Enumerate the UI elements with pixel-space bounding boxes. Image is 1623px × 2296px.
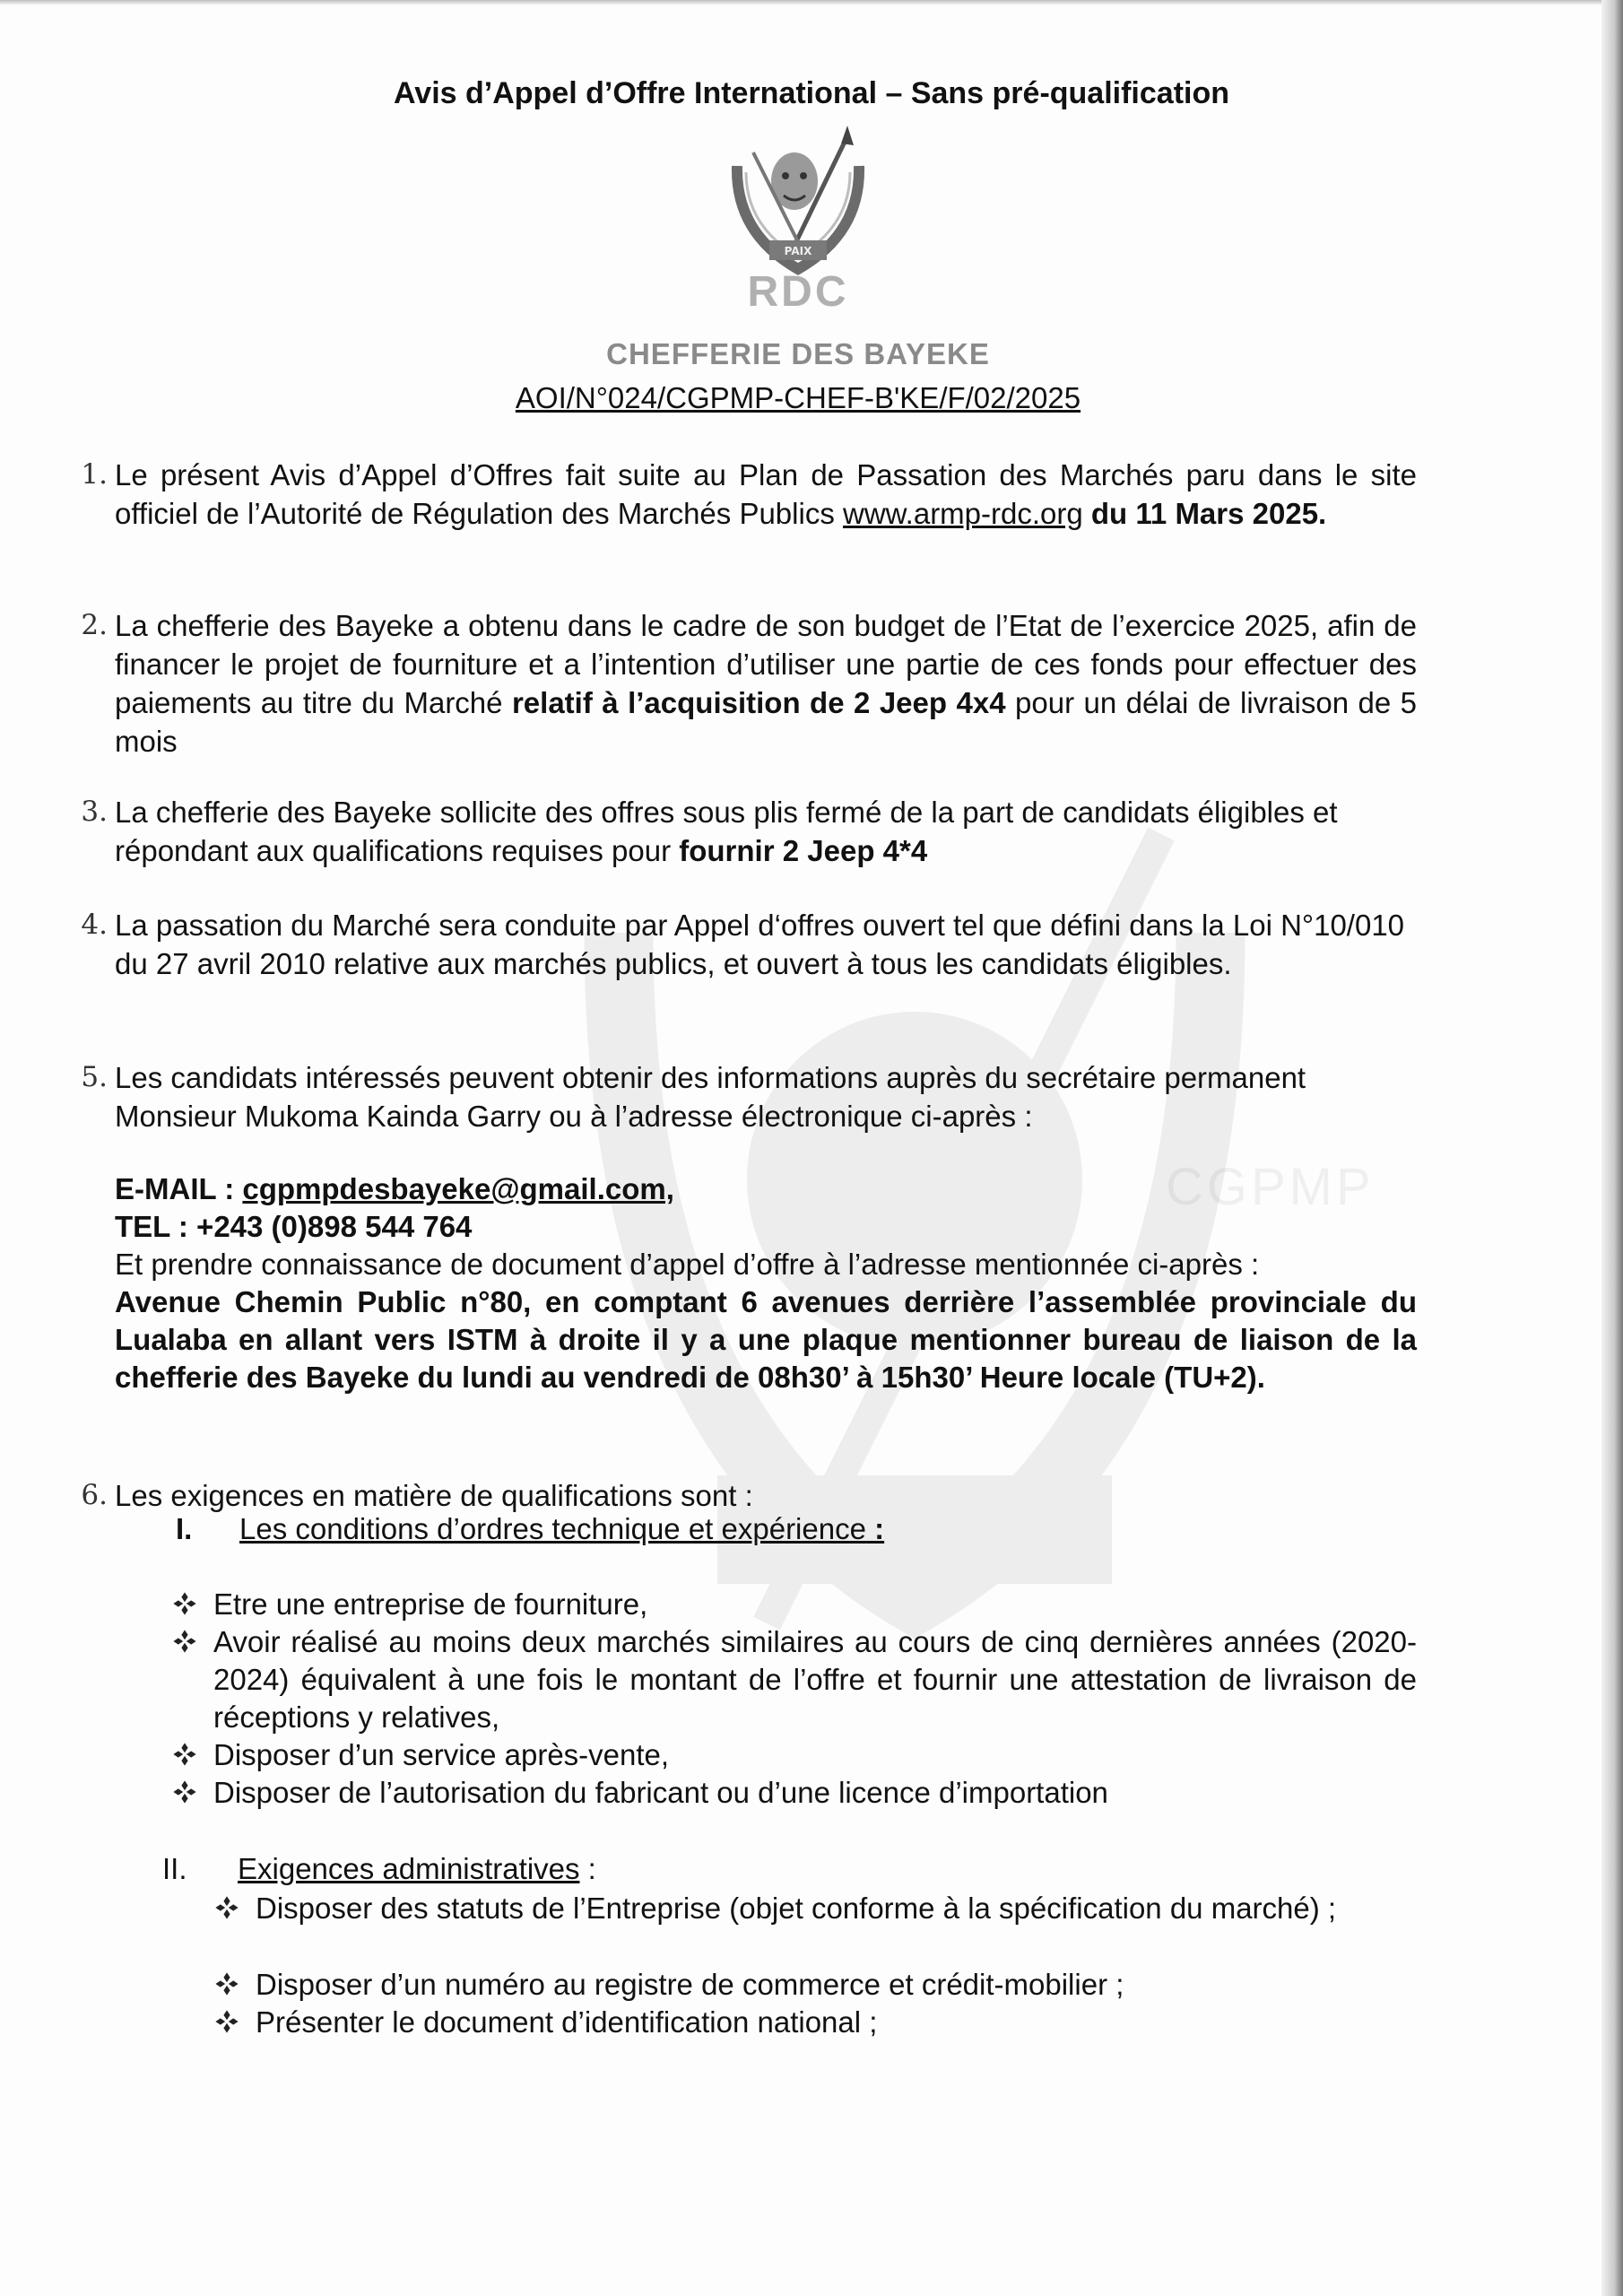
coat-of-arms-icon [717, 126, 879, 283]
authority-label: CHEFFERIE DES BAYEKE [606, 337, 990, 370]
item-text-end: pour un délai de livraison de 5 mois [115, 686, 1418, 758]
list-item [81, 906, 1417, 983]
list-item [81, 1476, 1417, 1515]
item-number: 4. [81, 909, 108, 941]
item-number: 1. [81, 458, 108, 491]
watermark-text: CGPMP [1166, 1158, 1375, 1216]
section-heading [238, 1852, 596, 1886]
item-date: du 11 Mars 2025. [1082, 497, 1327, 530]
email-link[interactable]: cgpmpdesbayeke@gmail.com, [242, 1172, 674, 1205]
section-title: Les conditions d’ordres technique et expérience [239, 1512, 866, 1545]
diamond-bullet-icon [211, 1968, 243, 2000]
page-right-edge [1601, 0, 1623, 2296]
emblem-text: PAIX [784, 245, 812, 257]
bullet-text: Etre une entreprise de fourniture, [213, 1587, 648, 1621]
section-title: Exigences administratives [238, 1852, 580, 1885]
bullet-text: Présenter le document d’identification national ; [256, 2005, 878, 2039]
item-number: 3. [81, 796, 108, 828]
item-number: 2. [81, 609, 108, 641]
list-item [81, 793, 1417, 870]
item-text: La chefferie des Bayeke sollicite des offres sous plis fermé de la part de candidats éligibles et répondant aux qualifications requises pour [115, 796, 1338, 867]
item-text: La chefferie des Bayeke a obtenu dans le cadre de son budget de l’Etat de l’exercice 2025, afin de financer le projet de fourniture et a l’intention d’utiliser une partie de ces fonds pour effectuer des paiements au titre du Marché [115, 609, 1417, 719]
bullet-text: Disposer de l’autorisation du fabricant ou d’une licence d’importation [213, 1776, 1108, 1809]
bullet-text: Disposer d’un numéro au registre de commerce et crédit-mobilier ; [256, 1968, 1124, 2001]
page-top-edge [0, 0, 1623, 5]
armp-link[interactable]: www.armp-rdc.org [843, 497, 1083, 530]
bullet-text: Avoir réalisé au moins deux marchés similaires au cours de cinq dernières années (2020-2024) équivalent à une fois le montant de l’offre et fournir une attestation de livraison de réceptions y relatives, [213, 1625, 1417, 1734]
reference-number: AOI/N°024/CGPMP-CHEF-B'KE/F/02/2025 [515, 381, 1081, 414]
list-item [81, 456, 1417, 533]
notice-title: Avis d’Appel d’Offre International – Sans pré-qualification [394, 76, 1229, 110]
diamond-bullet-icon [169, 1587, 201, 1620]
diamond-bullet-icon [169, 1625, 201, 1657]
list-item [256, 1966, 1408, 2004]
email-label: E-MAIL : [115, 1172, 243, 1205]
bullet-text: Disposer d’un service après-vente, [213, 1738, 670, 1771]
list-item [81, 606, 1418, 761]
list-item [213, 1623, 1417, 1736]
item-text: Les candidats intéressés peuvent obtenir des informations auprès du secrétaire permanent Monsieur Mukoma Kainda Garry ou à l’adresse électronique ci-après : [115, 1061, 1306, 1133]
item-text: Le présent Avis d’Appel d’Offres fait suite au Plan de Passation des Marchés paru dans le site officiel de l’Autorité de Régulation des Marchés Publics [115, 458, 1417, 530]
item-text: Les exigences en matière de qualifications sont : [115, 1479, 753, 1512]
list-item [256, 2004, 1408, 2041]
list-item [213, 1736, 1417, 1774]
diamond-bullet-icon [169, 1738, 201, 1770]
item-text: La passation du Marché sera conduite par Appel d‘offres ouvert tel que défini dans la Loi N°10/010 du 27 avril 2010 relative aux marchés publics, et ouvert à tous les candidats éligibles. [115, 909, 1405, 980]
list-item [213, 1586, 1417, 1623]
diamond-bullet-icon [169, 1776, 201, 1808]
list-item [213, 1774, 1417, 1812]
consult-text: Et prendre connaissance de document d’appel d’offre à l’adresse mentionnée ci-après : [115, 1248, 1260, 1281]
diamond-bullet-icon [211, 1892, 243, 1924]
country-label: RDC [747, 268, 849, 316]
section-number: I. [176, 1512, 193, 1545]
item-bold: fournir 2 Jeep 4*4 [679, 834, 928, 867]
list-item [256, 1890, 1408, 1927]
telephone: TEL : +243 (0)898 544 764 [115, 1210, 473, 1243]
section-colon: : [865, 1512, 885, 1545]
list-item [81, 1058, 1417, 1135]
section-colon: : [579, 1852, 596, 1885]
section-heading [239, 1512, 884, 1546]
section-number: II. [162, 1852, 187, 1885]
address-text: Avenue Chemin Public n°80, en comptant 6 avenues derrière l’assemblée provinciale du Lualaba en allant vers ISTM à droite il y a une plaque mentionner bureau de liaison de la chefferie des Bayeke du lundi au vendredi de 08h30’ à 15h30’ Heure locale (TU+2). [115, 1285, 1417, 1394]
item-number: 5. [81, 1061, 108, 1093]
item-bold: relatif à l’acquisition de 2 Jeep 4x4 [511, 686, 1006, 719]
contact-block [115, 1170, 1417, 1396]
item-number: 6. [81, 1479, 108, 1511]
bullet-text: Disposer des statuts de l’Entreprise (objet conforme à la spécification du marché) ; [256, 1892, 1337, 1925]
diamond-bullet-icon [211, 2005, 243, 2038]
